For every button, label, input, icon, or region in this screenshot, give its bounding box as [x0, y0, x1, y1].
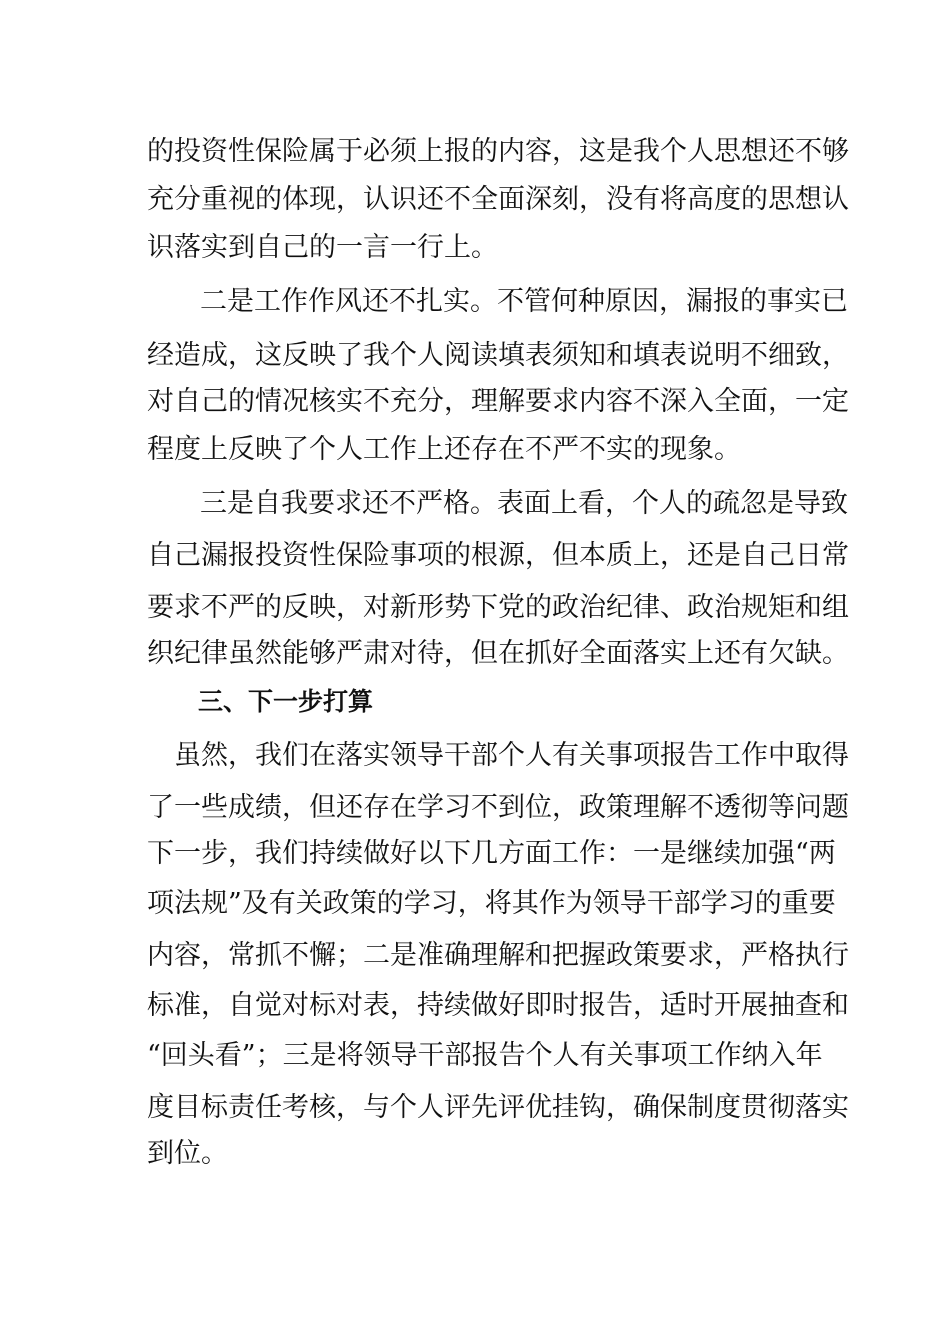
text-line-18: “回头看”；三是将领导干部报告个人有关事项工作纳入年 [147, 1040, 823, 1071]
text-line-7: 程度上反映了个人工作上还存在不严不实的现象。 [147, 434, 741, 465]
text-line-12: 虽然，我们在落实领导干部个人有关事项报告工作中取得 [174, 740, 849, 771]
text-line-10: 要求不严的反映，对新形势下党的政治纪律、政治规矩和组 [147, 592, 849, 623]
text-line-2: 充分重视的体现，认识还不全面深刻，没有将高度的思想认 [147, 184, 849, 215]
text-line-4: 二是工作作风还不扎实。不管何种原因，漏报的事实已 [200, 286, 848, 317]
text-line-9: 自己漏报投资性保险事项的根源，但本质上，还是自己日常 [147, 540, 849, 571]
text-line-5: 经造成，这反映了我个人阅读填表须知和填表说明不细致， [147, 340, 849, 371]
text-line-14: 下一步，我们持续做好以下几方面工作：一是继续加强“两 [147, 838, 836, 869]
text-line-16: 内容，常抓不懈；二是准确理解和把握政策要求，严格执行 [147, 940, 849, 971]
text-line-1: 的投资性保险属于必须上报的内容，这是我个人思想还不够 [147, 136, 849, 167]
text-line-20: 到位。 [147, 1138, 228, 1169]
text-line-11: 织纪律虽然能够严肃对待，但在抓好全面落实上还有欠缺。 [147, 638, 849, 669]
text-line-19: 度目标责任考核，与个人评先评优挂钩，确保制度贯彻落实 [147, 1092, 849, 1123]
text-line-6: 对自己的情况核实不充分，理解要求内容不深入全面，一定 [147, 386, 849, 417]
text-line-13: 了一些成绩，但还存在学习不到位，政策理解不透彻等问题 [147, 792, 849, 823]
text-line-17: 标准，自觉对标对表，持续做好即时报告，适时开展抽查和 [147, 990, 849, 1021]
text-line-3: 识落实到自己的一言一行上。 [147, 232, 498, 263]
text-line-8: 三是自我要求还不严格。表面上看，个人的疏忽是导致 [200, 488, 848, 519]
section-heading: 三、下一步打算 [198, 687, 374, 716]
text-line-15: 项法规”及有关政策的学习，将其作为领导干部学习的重要 [147, 888, 836, 919]
